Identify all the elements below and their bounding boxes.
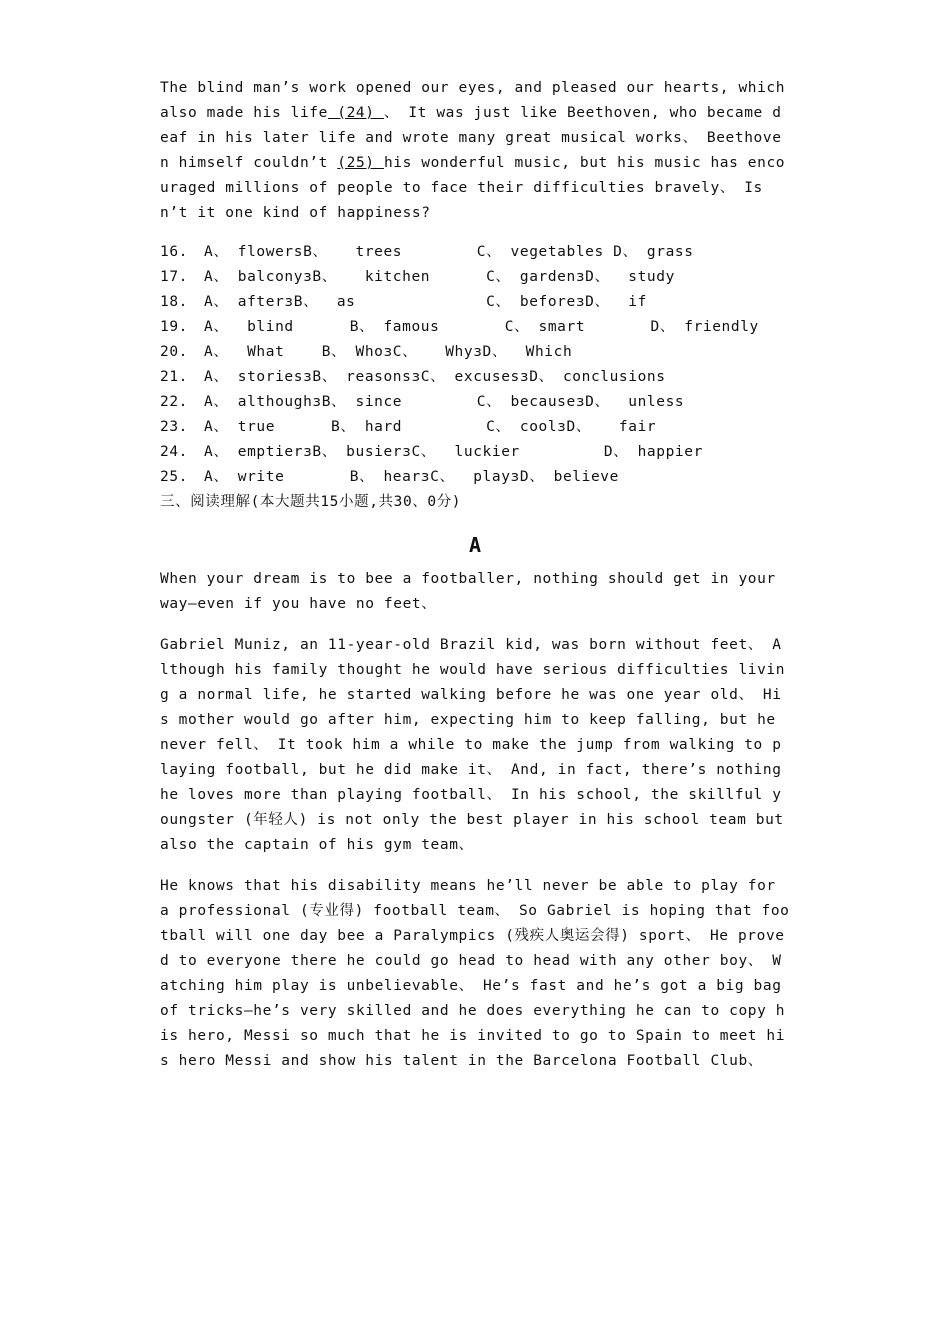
- option-text: A、 blind B、 famous C、 smart D、 friendly: [204, 319, 759, 335]
- option-row-23: [160, 415, 790, 440]
- paragraph-gap: [160, 617, 790, 633]
- passage-heading: A: [468, 533, 482, 557]
- question-number: 25.: [160, 469, 188, 485]
- option-row-25: [160, 465, 790, 490]
- option-text: A、 althoughзB、 since C、 becauseзD、 unless: [204, 394, 685, 410]
- intro-text-2: 、 It was just like Beethoven, who became deaf in his later life and wrote many great musical works、 Beethoven himself couldn’t: [160, 105, 782, 171]
- section-title: 三、阅读理解(本大题共15小题,共30、0分): [160, 494, 462, 510]
- option-row-18: [160, 290, 790, 315]
- blank-24: (24): [327, 105, 384, 121]
- option-text: A、 balconyзB、 kitchen C、 gardenзD、 study: [204, 269, 675, 285]
- option-row-17: [160, 265, 790, 290]
- option-text: A、 What B、 WhoзC、 WhyзD、 Which: [204, 344, 573, 360]
- question-number: 17.: [160, 269, 188, 285]
- option-text: A、 flowersB、 trees C、 vegetables D、 grass: [204, 244, 694, 260]
- option-row-21: [160, 365, 790, 390]
- paragraph-gap: [160, 858, 790, 874]
- option-text: A、 afterзB、 as C、 beforeзD、 if: [204, 294, 647, 310]
- passage-paragraph-2: Gabriel Muniz, an 11-year-old Brazil kid, was born without feet、 Although his family thought he would have serious difficulties living a normal life, he started walking before he was one year old、 His mother would go after him, expecting him to keep falling, but he never fell、 It took him a while to make the jump from walking to playing football, but he did make it、 And, in fact, there’s nothing he loves more than playing football、 In his school, the skillful youngster (年轻人) is not only the best player in his school team but also the captain of his gym team、: [160, 637, 786, 853]
- passage-paragraph-3: He knows that his disability means he’ll never be able to play for a professional (专业得) football team、 So Gabriel is hoping that football will one day bee a Paralympics (残疾人奥运会得) sport、 He proved to everyone there he could go head to head with any other boy、 Watching him play is unbelievable、 He’s fast and he’s got a big bag of tricks—he’s very skilled and he does everything he can to copy his hero, Messi so much that he is invited to go to Spain to meet his hero Messi and show his talent in the Barcelona Football Club、: [160, 878, 790, 1069]
- option-text: A、 storiesзB、 reasonsзC、 excusesзD、 conclusions: [204, 369, 666, 385]
- option-row-22: [160, 390, 790, 415]
- question-number: 20.: [160, 344, 188, 360]
- option-text: A、 true B、 hard C、 coolзD、 fair: [204, 419, 657, 435]
- question-number: 19.: [160, 319, 188, 335]
- question-number: 23.: [160, 419, 188, 435]
- intro-text-3: his wonderful music, but his music has encouraged millions of people to face their difficulties bravely、 Isn’t it one kind of happiness?: [160, 155, 786, 221]
- option-text: A、 emptierзB、 busierзC、 luckier D、 happier: [204, 444, 703, 460]
- question-number: 24.: [160, 444, 188, 460]
- passage-paragraph-1: When your dream is to bee a footballer, nothing should get in your way—even if you have no feet、: [160, 571, 776, 612]
- question-number: 16.: [160, 244, 188, 260]
- intro-text-1: The blind man’s work opened our eyes, and pleased our hearts, which also made his life: [160, 80, 786, 121]
- option-row-24: [160, 440, 790, 465]
- option-row-19: [160, 315, 790, 340]
- option-row-16: [160, 240, 790, 265]
- blank-25: (25): [337, 155, 384, 171]
- intro-paragraph: [160, 76, 790, 226]
- question-number: 22.: [160, 394, 188, 410]
- option-row-20: [160, 340, 790, 365]
- question-number: 21.: [160, 369, 188, 385]
- document-page: [160, 76, 790, 1074]
- option-text: A、 write B、 hearзC、 playзD、 believe: [204, 469, 619, 485]
- options-list: [160, 240, 790, 490]
- question-number: 18.: [160, 294, 188, 310]
